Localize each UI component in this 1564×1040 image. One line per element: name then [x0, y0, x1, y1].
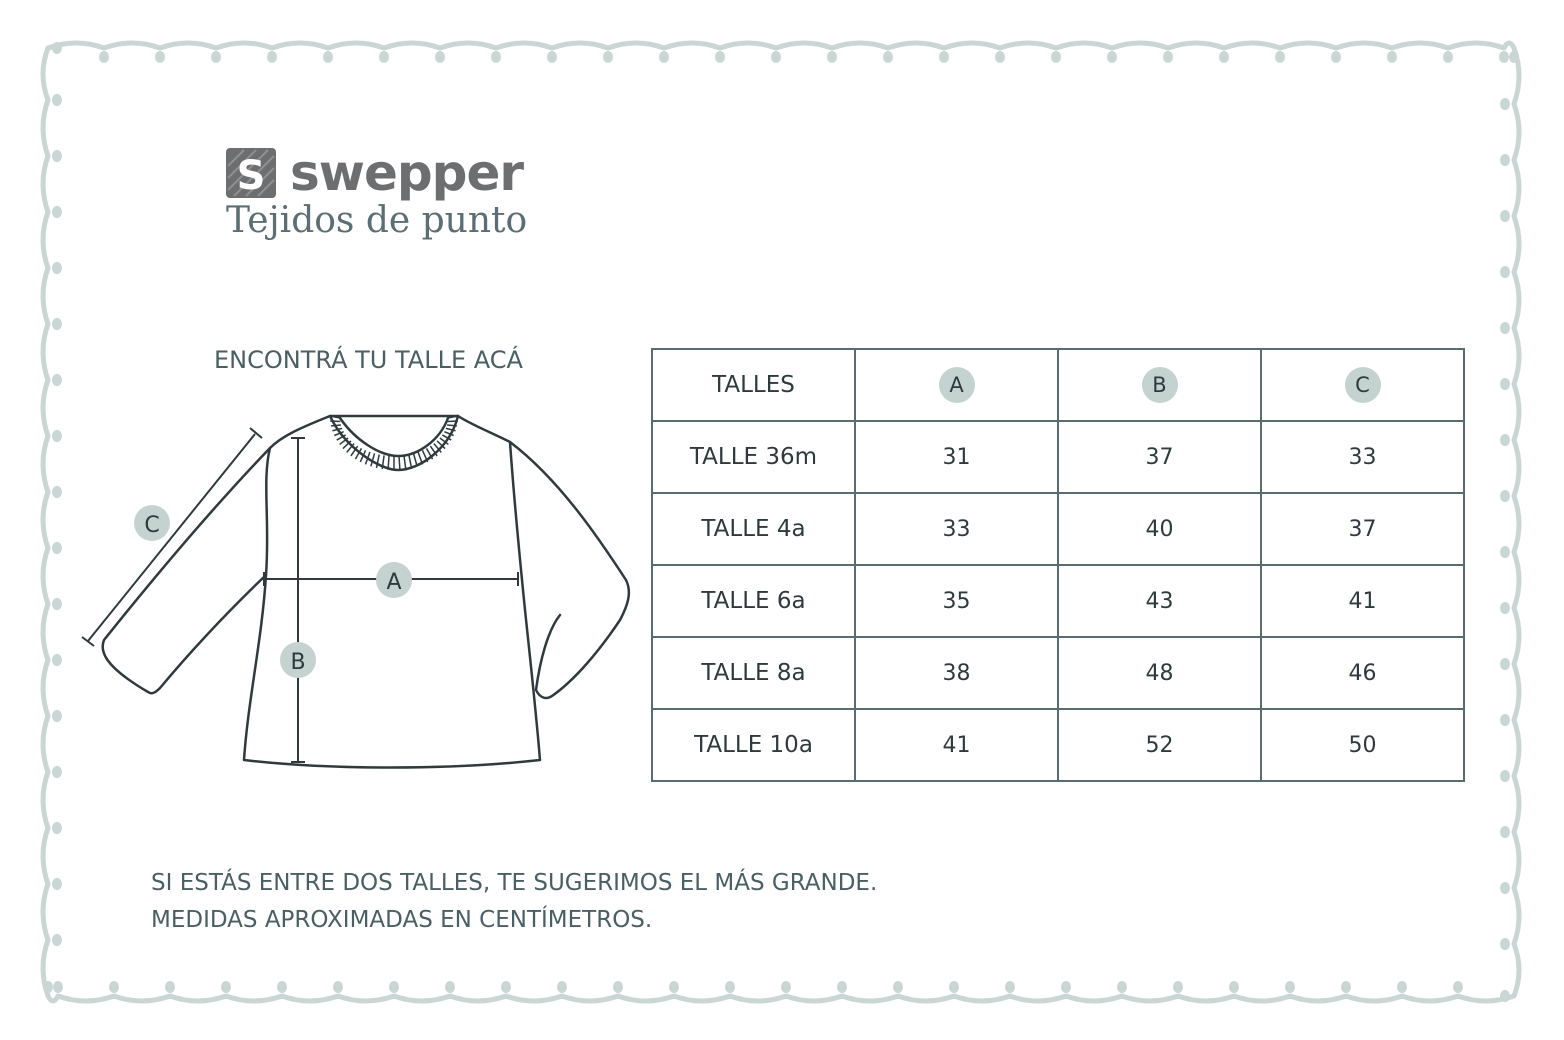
brand-logo: [224, 144, 523, 202]
frame-dot: [1500, 490, 1510, 502]
measurement-units-note: MEDIDAS APROXIMADAS EN CENTÍMETROS.: [151, 907, 653, 933]
header-a-badge: A: [939, 367, 975, 403]
frame-dot: [52, 878, 62, 890]
frame-dot: [52, 430, 62, 442]
measure-b-label: [280, 642, 316, 678]
collar-rib: [448, 421, 458, 422]
logo-letter: S: [236, 153, 266, 199]
frame-dot: [557, 981, 567, 993]
size-name-cell: TALLE 10a: [652, 709, 855, 781]
frame-dot: [52, 206, 62, 218]
measure-c-cell: 46: [1261, 637, 1464, 709]
collar-rib: [414, 453, 418, 466]
frame-dot: [52, 822, 62, 834]
frame-dot: [1500, 938, 1510, 950]
measure-b-cell: 48: [1058, 637, 1261, 709]
collar-rib: [418, 452, 422, 464]
measure-c-label: [134, 505, 170, 541]
header-c-badge: C: [1345, 367, 1381, 403]
frame-dot: [52, 542, 62, 554]
frame-dot: [547, 51, 557, 63]
frame-dot: [1051, 51, 1061, 63]
collar-rib: [404, 455, 406, 469]
header-c: [1261, 349, 1464, 421]
frame-dot: [1500, 210, 1510, 222]
collar-rib: [331, 425, 341, 426]
measure-c-cell: 37: [1261, 493, 1464, 565]
collar-rib: [447, 425, 457, 426]
header-b-badge: B: [1142, 367, 1178, 403]
frame-dot: [1499, 51, 1509, 63]
frame-dot: [1005, 981, 1015, 993]
measure-c-cell: 41: [1261, 565, 1464, 637]
frame-dot: [1443, 51, 1453, 63]
frame-dot: [43, 981, 53, 993]
measure-a-cell: 31: [855, 421, 1058, 493]
measure-c-cell: 50: [1261, 709, 1464, 781]
collar-rib: [409, 455, 412, 468]
frame-dot: [155, 51, 165, 63]
frame-dot: [1500, 826, 1510, 838]
collar-rib: [388, 456, 389, 470]
swepper-logo-icon: [224, 146, 278, 200]
frame-dot: [333, 981, 343, 993]
frame-dot: [52, 710, 62, 722]
size-advice-note: SI ESTÁS ENTRE DOS TALLES, TE SUGERIMOS EL MÁS GRANDE.: [151, 870, 878, 896]
frame-dot: [52, 42, 62, 54]
right-sleeve: [510, 442, 629, 698]
measure-a-cell: 38: [855, 637, 1058, 709]
measure-c-cell: 33: [1261, 421, 1464, 493]
size-name-cell: TALLE 6a: [652, 565, 855, 637]
frame-dot: [1500, 434, 1510, 446]
left-sleeve: [103, 448, 270, 693]
frame-dot: [1397, 981, 1407, 993]
frame-dot: [939, 51, 949, 63]
frame-dot: [1500, 602, 1510, 614]
frame-dot: [781, 981, 791, 993]
frame-dot: [1331, 51, 1341, 63]
frame-dot: [99, 51, 109, 63]
frame-dot: [1500, 322, 1510, 334]
frame-dot: [323, 51, 333, 63]
table-row: [652, 709, 1464, 781]
frame-dot: [1061, 981, 1071, 993]
frame-dot: [1500, 658, 1510, 670]
frame-dot: [211, 51, 221, 63]
frame-dot: [613, 981, 623, 993]
frame-dot: [52, 766, 62, 778]
frame-dot: [277, 981, 287, 993]
brand-name: swepper: [290, 144, 524, 202]
measure-a-cell: 33: [855, 493, 1058, 565]
frame-dot: [267, 51, 277, 63]
frame-dot: [1500, 546, 1510, 558]
frame-dot: [715, 51, 725, 63]
frame-dot: [883, 51, 893, 63]
frame-dot: [1275, 51, 1285, 63]
measure-b-text: B: [290, 650, 306, 675]
table-header-row: [652, 349, 1464, 421]
frame-dot: [827, 51, 837, 63]
frame-dot: [1107, 51, 1117, 63]
frame-dot: [771, 51, 781, 63]
frame-dot: [1500, 714, 1510, 726]
measure-b-cell: 43: [1058, 565, 1261, 637]
frame-dot: [52, 374, 62, 386]
frame-dot: [1500, 154, 1510, 166]
frame-dot: [1219, 51, 1229, 63]
frame-dot: [1387, 51, 1397, 63]
measure-b-cell: 52: [1058, 709, 1261, 781]
frame-dot: [603, 51, 613, 63]
size-name-cell: TALLE 8a: [652, 637, 855, 709]
frame-dot: [1229, 981, 1239, 993]
frame-dot: [501, 981, 511, 993]
sweater-illustration: [80, 410, 640, 780]
size-name-cell: TALLE 36m: [652, 421, 855, 493]
frame-dot: [725, 981, 735, 993]
frame-dot: [1500, 770, 1510, 782]
frame-dot: [52, 318, 62, 330]
frame-dot: [435, 51, 445, 63]
frame-dot: [165, 981, 175, 993]
measure-a-cell: 41: [855, 709, 1058, 781]
header-talles: TALLES: [652, 349, 855, 421]
frame-dot: [491, 51, 501, 63]
table-row: [652, 637, 1464, 709]
size-name-cell: TALLE 4a: [652, 493, 855, 565]
measure-a-text: A: [386, 570, 402, 595]
frame-dot: [52, 934, 62, 946]
frame-dot: [949, 981, 959, 993]
measure-b-cell: 37: [1058, 421, 1261, 493]
frame-dot: [1500, 378, 1510, 390]
frame-dot: [893, 981, 903, 993]
collar-rib: [399, 456, 400, 470]
frame-dot: [837, 981, 847, 993]
frame-dot: [52, 150, 62, 162]
frame-dot: [659, 51, 669, 63]
frame-dot: [1117, 981, 1127, 993]
frame-dot: [1453, 981, 1463, 993]
collar-rib: [330, 421, 340, 422]
find-size-title: ENCONTRÁ TU TALLE ACÁ: [214, 346, 523, 374]
header-a: [855, 349, 1058, 421]
frame-dot: [995, 51, 1005, 63]
frame-dot: [669, 981, 679, 993]
frame-dot: [53, 981, 63, 993]
table-row: [652, 421, 1464, 493]
frame-dot: [1500, 98, 1510, 110]
frame-dot: [445, 981, 455, 993]
frame-dot: [52, 654, 62, 666]
frame-dot: [1341, 981, 1351, 993]
frame-dot: [1500, 266, 1510, 278]
frame-dot: [1285, 981, 1295, 993]
frame-dot: [52, 94, 62, 106]
measure-b-cell: 40: [1058, 493, 1261, 565]
frame-dot: [52, 486, 62, 498]
measure-a-label: [376, 562, 412, 598]
size-table: [651, 348, 1465, 782]
frame-dot: [1173, 981, 1183, 993]
table-row: [652, 565, 1464, 637]
frame-dot: [379, 51, 389, 63]
measure-a-cell: 35: [855, 565, 1058, 637]
frame-dot: [389, 981, 399, 993]
frame-dot: [52, 598, 62, 610]
brand-tagline: Tejidos de punto: [226, 200, 528, 241]
frame-dot: [221, 981, 231, 993]
frame-dot: [1509, 51, 1519, 63]
measure-c-text: C: [144, 513, 160, 538]
header-b: [1058, 349, 1261, 421]
frame-dot: [52, 262, 62, 274]
frame-dot: [1500, 882, 1510, 894]
frame-dot: [1163, 51, 1173, 63]
frame-dot: [1500, 990, 1510, 1002]
frame-dot: [109, 981, 119, 993]
table-row: [652, 493, 1464, 565]
